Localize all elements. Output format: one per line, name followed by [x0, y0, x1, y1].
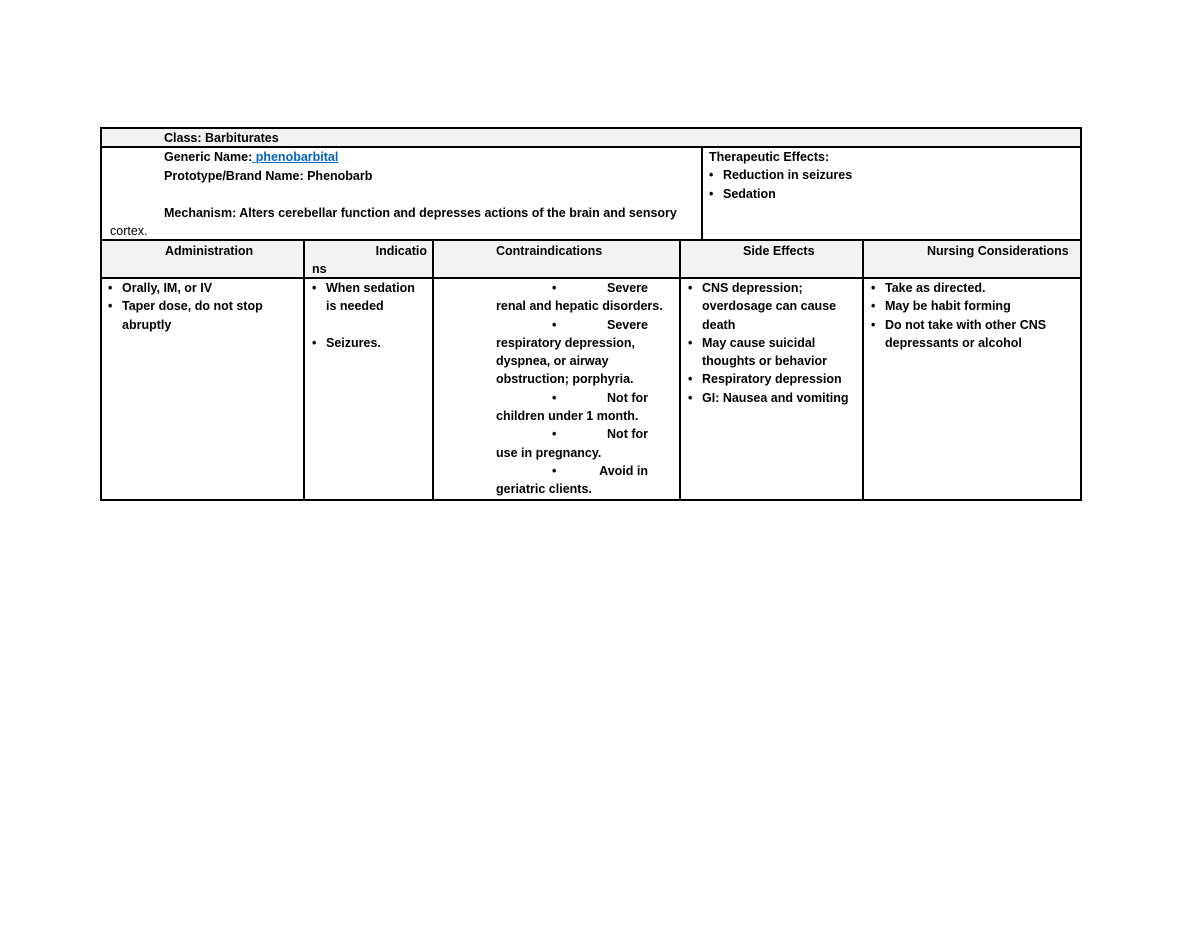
- list-item: • Seizures.: [312, 334, 427, 352]
- contraindication-item: • Severe respiratory depression, dyspnea, or airway obstruction; porphyria.: [496, 316, 676, 389]
- contraindication-item: • Not for children under 1 month.: [496, 389, 676, 426]
- contraindication-lead: Not for: [607, 427, 648, 442]
- contraindication-text: renal and hepatic disorders.: [496, 299, 663, 314]
- generic-name-label: Generic Name:: [164, 150, 253, 164]
- contraindication-lead: Not for: [607, 390, 648, 405]
- class-value: Barbiturates: [205, 131, 279, 145]
- contraindication-item: • Severe renal and hepatic disorders.: [496, 279, 676, 316]
- contraindication-item: • Avoid in geriatric clients.: [496, 462, 676, 499]
- list-item: • Respiratory depression: [688, 370, 858, 388]
- list-item: • Sedation: [709, 185, 1069, 203]
- col-divider-2: [432, 239, 434, 501]
- header-indications: [312, 242, 427, 279]
- mechanism-line-2: cortex.: [110, 224, 148, 238]
- contraindications-list: [496, 279, 676, 499]
- contraindication-lead: Severe: [606, 317, 648, 332]
- generic-name-line: [164, 148, 338, 166]
- header-indications-line-2: ns: [312, 262, 327, 277]
- list-item: • May cause suicidal thoughts or behavior: [688, 334, 858, 371]
- list-item: • Taper dose, do not stop abruptly: [108, 297, 298, 334]
- contraindication-lead: Severe: [606, 281, 648, 295]
- class-line: [164, 129, 279, 147]
- list-item: • Take as directed.: [871, 279, 1071, 297]
- brand-name-line: [164, 167, 372, 185]
- table-border-left: [100, 127, 102, 501]
- header-indications-line-1: Indicatio: [375, 244, 427, 258]
- list-item: • When sedation is needed: [312, 279, 427, 316]
- nursing-considerations-list: [871, 279, 1071, 352]
- brand-name-value: Phenobarb: [307, 169, 373, 183]
- class-label: Class:: [164, 131, 202, 145]
- brand-name-label: Prototype/Brand Name:: [164, 169, 304, 183]
- info-divider: [701, 146, 703, 241]
- col-divider-1: [303, 239, 305, 501]
- therapeutic-effects-list: [709, 166, 1069, 203]
- list-item: • GI: Nausea and vomiting: [688, 389, 858, 407]
- table-border-bottom: [100, 499, 1082, 501]
- header-side-effects: Side Effects: [743, 244, 815, 258]
- mechanism-line-1: Mechanism: Alters cerebellar function and depresses actions of the brain and sensory: [164, 206, 677, 220]
- list-item: • May be habit forming: [871, 297, 1071, 315]
- contraindication-text: respiratory depression, dyspnea, or airway obstruction; porphyria.: [496, 335, 635, 387]
- therapeutic-effects-title: Therapeutic Effects:: [709, 150, 830, 164]
- side-effects-list: [688, 279, 858, 407]
- contraindication-text: geriatric clients.: [496, 482, 592, 497]
- contraindication-text: use in pregnancy.: [496, 445, 602, 460]
- indications-list: [312, 279, 427, 352]
- header-administration: Administration: [165, 244, 254, 258]
- col-divider-4: [862, 239, 864, 501]
- contraindication-text: children under 1 month.: [496, 409, 639, 424]
- contraindication-item: • Not for use in pregnancy.: [496, 425, 676, 462]
- therapeutic-effects: [709, 148, 1069, 203]
- table-border-right: [1080, 127, 1082, 501]
- contraindication-lead: Avoid in: [599, 463, 648, 478]
- header-nursing-considerations: Nursing Considerations: [927, 244, 1069, 258]
- list-item: • Orally, IM, or IV: [108, 279, 298, 297]
- list-item: • Reduction in seizures: [709, 166, 1069, 184]
- col-divider-3: [679, 239, 681, 501]
- info-row-border: [100, 239, 1082, 241]
- administration-list: [108, 279, 298, 334]
- list-item: • CNS depression; overdosage can cause death: [688, 279, 858, 334]
- generic-name-link[interactable]: phenobarbital: [252, 150, 339, 164]
- header-contraindications: Contraindications: [496, 244, 603, 258]
- list-item: • Do not take with other CNS depressants or alcohol: [871, 316, 1071, 353]
